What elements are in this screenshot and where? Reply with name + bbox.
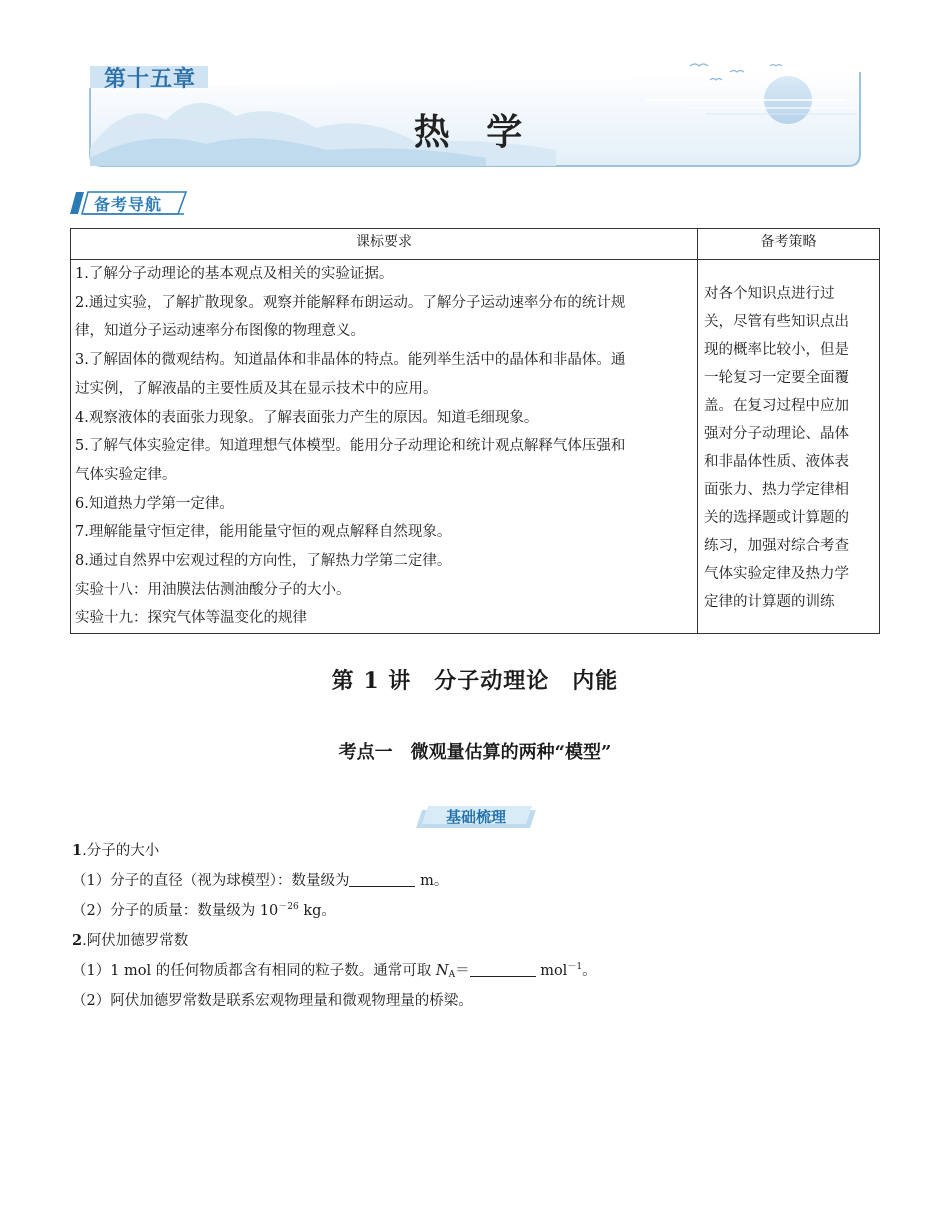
text-span: kg。 bbox=[298, 903, 336, 919]
content-section bbox=[72, 836, 882, 1016]
text-span: （2）分子的质量：数量级为 10 bbox=[72, 903, 279, 919]
fill-in-blank[interactable] bbox=[349, 870, 415, 887]
text-span: （1）分子的直径（视为球模型）：数量级为 bbox=[72, 873, 350, 889]
lecture-title: 第 1 讲 分子动理论 内能 bbox=[331, 668, 619, 694]
text-line bbox=[72, 956, 882, 986]
requirement-line: 律，知道分子运动速率分布图像的物理意义。 bbox=[75, 323, 365, 340]
requirement-line: 5.了解气体实验定律。知道理想气体模型。能用分子动理论和统计观点解释气体压强和 bbox=[75, 438, 626, 455]
fill-in-blank[interactable] bbox=[470, 960, 536, 977]
text-span: （1）1 mol 的任何物质都含有相同的粒子数。通常可取 bbox=[72, 963, 436, 979]
strategy-line: 强对分子动理论、晶体 bbox=[704, 426, 849, 442]
header-requirements: 课标要求 bbox=[71, 229, 698, 260]
requirement-line: 8.通过自然界中宏观过程的方向性，了解热力学第二定律。 bbox=[75, 553, 452, 570]
table-row bbox=[71, 260, 880, 634]
text-span: 。 bbox=[582, 963, 597, 979]
exponent: －26 bbox=[278, 902, 299, 912]
strategy-line: 关的选择题或计算题的 bbox=[704, 510, 849, 526]
strategy-line: 现的概率比较小，但是 bbox=[704, 342, 849, 358]
section-title: .分子的大小 bbox=[82, 843, 160, 859]
requirement-line: 6.知道热力学第一定律。 bbox=[75, 495, 234, 512]
nav-badge bbox=[70, 188, 190, 216]
requirement-line: 1.了解分子动理论的基本观点及相关的实验证据。 bbox=[75, 266, 394, 282]
text-line bbox=[72, 866, 882, 896]
strategy-line: 一轮复习一定要全面覆 bbox=[704, 370, 849, 386]
requirement-line: 过实例，了解液晶的主要性质及其在显示技术中的应用。 bbox=[75, 380, 438, 397]
requirement-line: 实验十八：用油膜法估测油酸分子的大小。 bbox=[75, 581, 351, 598]
base-badge-label: 基础梳理 bbox=[445, 808, 506, 826]
section-number: 2 bbox=[72, 932, 83, 949]
requirement-line: 气体实验定律。 bbox=[75, 466, 177, 483]
point-title: 考点一 微观量估算的两种“模型” bbox=[338, 742, 612, 763]
text-span: ＝ bbox=[455, 963, 470, 979]
strategy-line: 气体实验定律及热力学 bbox=[704, 566, 849, 582]
strategy-cell bbox=[698, 260, 880, 634]
section-heading-avogadro bbox=[72, 926, 882, 956]
base-badge bbox=[414, 804, 538, 830]
strategy-line: 关，尽管有些知识点出 bbox=[704, 314, 849, 330]
section-heading-molecule-size bbox=[72, 836, 882, 866]
exponent: －1 bbox=[567, 962, 583, 972]
header-strategy: 备考策略 bbox=[698, 229, 880, 260]
requirements-cell bbox=[71, 260, 698, 634]
text-span: m。 bbox=[415, 873, 449, 889]
requirement-line: 7.理解能量守恒定律，能用能量守恒的观点解释自然现象。 bbox=[75, 524, 452, 541]
section-title: .阿伏加德罗常数 bbox=[82, 933, 189, 949]
text-line bbox=[72, 896, 882, 926]
requirement-line: 4.观察液体的表面张力现象。了解表面张力产生的原因。知道毛细现象。 bbox=[75, 409, 539, 426]
requirement-line: 实验十九：探究气体等温变化的规律 bbox=[75, 610, 307, 627]
chapter-label: 第十五章 bbox=[104, 67, 197, 92]
chapter-banner bbox=[86, 58, 862, 168]
strategy-line: 对各个知识点进行过 bbox=[704, 286, 835, 302]
text-line: （2）阿伏加德罗常数是联系宏观物理量和微观物理量的桥梁。 bbox=[72, 993, 473, 1009]
requirement-line: 3.了解固体的微观结构。知道晶体和非晶体的特点。能列举生活中的晶体和非晶体。通 bbox=[75, 352, 626, 369]
requirement-line: 2.通过实验，了解扩散现象。观察并能解释布朗运动。了解分子运动速率分布的统计规 bbox=[75, 294, 626, 311]
table-header-row bbox=[71, 229, 880, 260]
strategy-line: 盖。在复习过程中应加 bbox=[704, 398, 849, 414]
strategy-line: 和非晶体性质、液体表 bbox=[704, 454, 849, 470]
text-span: mol bbox=[535, 963, 568, 979]
nav-badge-label: 备考导航 bbox=[94, 195, 163, 214]
requirements-table bbox=[70, 228, 880, 634]
strategy-line: 练习，加强对综合考查 bbox=[704, 538, 849, 554]
chapter-title: 热 学 bbox=[413, 111, 535, 153]
symbol: N bbox=[435, 963, 449, 979]
strategy-line: 定律的计算题的训练 bbox=[704, 594, 835, 610]
section-number: 1 bbox=[72, 842, 83, 859]
subscript: A bbox=[448, 970, 456, 980]
strategy-line: 面张力、热力学定律相 bbox=[704, 482, 849, 498]
